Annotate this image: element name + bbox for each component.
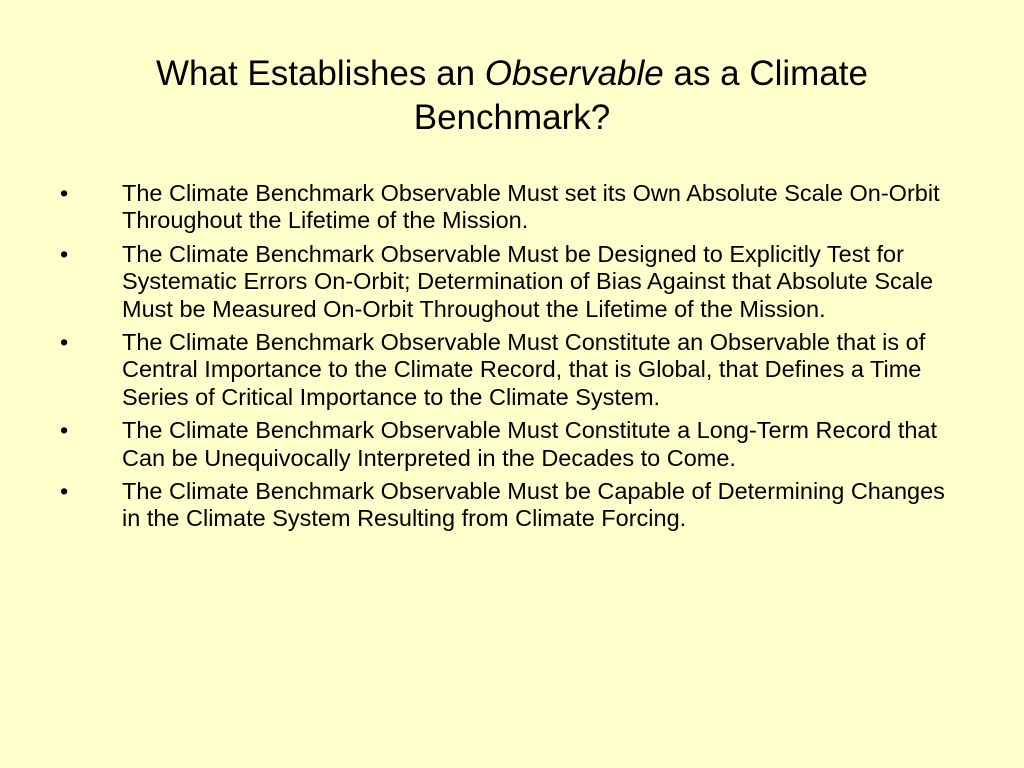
bullet-item [56,417,966,472]
bullet-item [56,241,966,323]
bullet-mark: • [60,329,69,356]
bullet-mark: • [60,180,69,206]
bullet-mark: • [60,240,69,267]
slide-title [60,52,964,140]
bullet-text: The Climate Benchmark Observable Must set its Own Absolute Scale On-Orbit Throughout the Lifetime of the Mission. [122,180,940,234]
bullet-item [56,478,966,533]
bullet-mark: • [60,478,69,505]
slide-title-after: as a Climate Benchmark? [413,54,868,137]
slide-title-before: What Establishes an [155,54,485,93]
bullet-list [56,180,966,539]
bullet-text: The Climate Benchmark Observable Must be Capable of Determining Changes in the Climate System Resulting from Climate Forcing. [122,478,945,532]
bullet-mark: • [60,417,69,444]
slide-title-emphasis: Observable [484,54,664,93]
bullet-text: The Climate Benchmark Observable Must Constitute an Observable that is of Central Importance to the Climate Record, that is Global, that Defines a Time Series of Critical Importance to the Climate System. [122,329,926,410]
bullet-item [56,329,966,411]
bullet-item [56,180,966,235]
bullet-text: The Climate Benchmark Observable Must be Designed to Explicitly Test for Systematic Errors On-Orbit; Determination of Bias Against that Absolute Scale Must be Measured On-Orbit Throughout the Lifetime of the Mission. [122,240,934,322]
bullet-text: The Climate Benchmark Observable Must Constitute a Long-Term Record that Can be Unequivocally Interpreted in the Decades to Come. [122,417,938,471]
